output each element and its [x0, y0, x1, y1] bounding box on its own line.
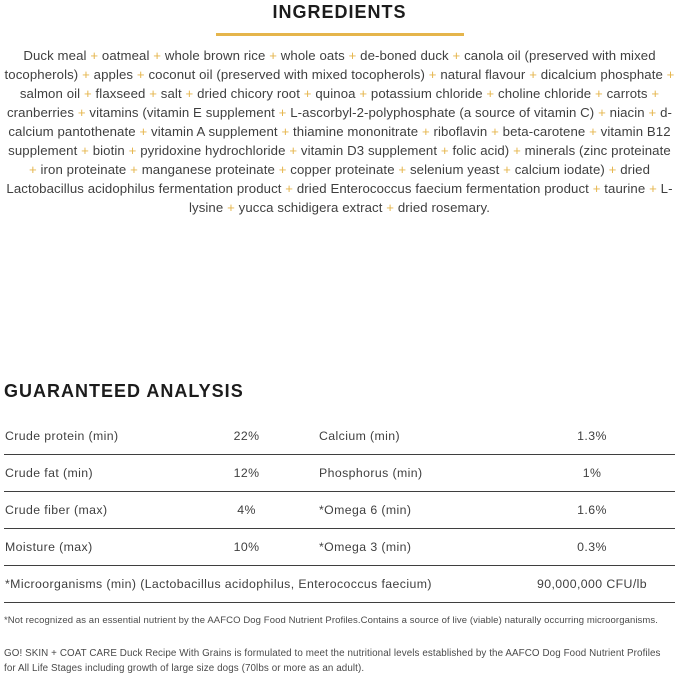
plus-separator: + — [592, 181, 601, 196]
plus-separator: + — [278, 105, 287, 120]
plus-separator: + — [589, 124, 597, 139]
table-row — [4, 418, 675, 454]
plus-separator: + — [608, 162, 617, 177]
plus-separator: + — [648, 105, 657, 120]
plus-separator: + — [227, 200, 235, 215]
table-row — [4, 491, 675, 528]
table-row — [4, 454, 675, 491]
plus-separator: + — [598, 105, 606, 120]
nutrient-label: Calcium (min) — [289, 418, 509, 454]
ingredients-title: INGREDIENTS — [272, 2, 407, 22]
guaranteed-analysis-table — [4, 418, 675, 603]
ingredients-text: Duck meal + oatmeal + whole brown rice + whole oats + de-boned duck + canola oil (preserved with mixed tocopherols) + apples + coconut oil (preserved with mixed tocopherols) + natural flavour + dicalcium phosphate + salmon oil + flaxseed + salt + dried chicory root + quinoa + potassium chloride + choline chloride + carrots + cranberries + vitamins (vitamin E supplement + L-ascorbyl-2-polyphosphate (a source of vitamin C) + niacin + d-calcium pantothenate + vitamin A supplement + thiamine mononitrate + riboflavin + beta-carotene + vitamin B12 supplement + biotin + pyridoxine hydrochloride + vitamin D3 supplement + folic acid) + minerals (zinc proteinate + iron proteinate + manganese proteinate + copper proteinate + selenium yeast + calcium iodate) + dried Lactobacillus acidophilus fermentation product + dried Enterococcus faecium fermentation product + taurine + L-lysine + yucca schidigera extract + dried rosemary. — [4, 48, 675, 215]
nutrient-label: Crude protein (min) — [4, 418, 204, 454]
nutrient-value: 10% — [204, 528, 289, 565]
plus-separator: + — [28, 162, 37, 177]
nutrient-label: Crude fat (min) — [4, 454, 204, 491]
plus-separator: + — [649, 181, 657, 196]
aafco-footnote: *Not recognized as an essential nutrient by the AAFCO Dog Food Nutrient Profiles.Contains a source of live (viable) naturally occurring microorganisms. — [4, 615, 659, 626]
plus-separator: + — [81, 143, 89, 158]
plus-separator: + — [149, 86, 158, 101]
nutrient-value: 90,000,000 CFU/lb — [509, 565, 675, 602]
nutrient-value: 22% — [204, 418, 289, 454]
gold-divider — [216, 33, 464, 36]
plus-separator: + — [529, 67, 537, 82]
plus-separator: + — [666, 67, 675, 82]
nutrient-value: 12% — [204, 454, 289, 491]
nutrient-label: Moisture (max) — [4, 528, 204, 565]
table-row — [4, 528, 675, 565]
nutrient-label: *Omega 3 (min) — [289, 528, 509, 565]
plus-separator: + — [278, 162, 287, 177]
plus-separator: + — [136, 67, 145, 82]
plus-separator: + — [128, 143, 137, 158]
plus-separator: + — [452, 48, 461, 63]
plus-separator: + — [486, 86, 495, 101]
nutrient-value: 1% — [509, 454, 675, 491]
nutrient-value: 1.3% — [509, 418, 675, 454]
nutrient-label: *Omega 6 (min) — [289, 491, 509, 528]
plus-separator: + — [269, 48, 277, 63]
plus-separator: + — [77, 105, 86, 120]
nutrient-value: 4% — [204, 491, 289, 528]
plus-separator: + — [595, 86, 603, 101]
plus-separator: + — [513, 143, 521, 158]
plus-separator: + — [491, 124, 499, 139]
guaranteed-analysis-title: GUARANTEED ANALYSIS — [4, 381, 244, 401]
plus-separator: + — [185, 86, 194, 101]
plus-separator: + — [303, 86, 312, 101]
nutrient-label: Phosphorus (min) — [289, 454, 509, 491]
plus-separator: + — [440, 143, 449, 158]
plus-separator: + — [83, 86, 92, 101]
plus-separator: + — [90, 48, 99, 63]
plus-separator: + — [130, 162, 138, 177]
formulation-statement: GO! SKIN + COAT CARE Duck Recipe With Grains is formulated to meet the nutritional levels established by the AAFCO Dog Food Nutrient Profiles for All Life Stages including growth of large size dogs (70lbs or more as an adult). — [4, 648, 661, 673]
nutrient-label: *Microorganisms (min) (Lactobacillus acidophilus, Enterococcus faecium) — [4, 565, 509, 602]
plus-separator: + — [398, 162, 407, 177]
plus-separator: + — [421, 124, 430, 139]
nutrient-label: Crude fiber (max) — [4, 491, 204, 528]
plus-separator: + — [153, 48, 162, 63]
plus-separator: + — [503, 162, 511, 177]
plus-separator: + — [428, 67, 437, 82]
plus-separator: + — [386, 200, 395, 215]
nutrient-value: 0.3% — [509, 528, 675, 565]
table-row-microorganisms — [4, 565, 675, 602]
plus-separator: + — [82, 67, 90, 82]
plus-separator: + — [348, 48, 357, 63]
plus-separator: + — [139, 124, 148, 139]
nutrient-value: 1.6% — [509, 491, 675, 528]
plus-separator: + — [281, 124, 290, 139]
plus-separator: + — [289, 143, 298, 158]
plus-separator: + — [651, 86, 660, 101]
plus-separator: + — [359, 86, 368, 101]
plus-separator: + — [285, 181, 294, 196]
